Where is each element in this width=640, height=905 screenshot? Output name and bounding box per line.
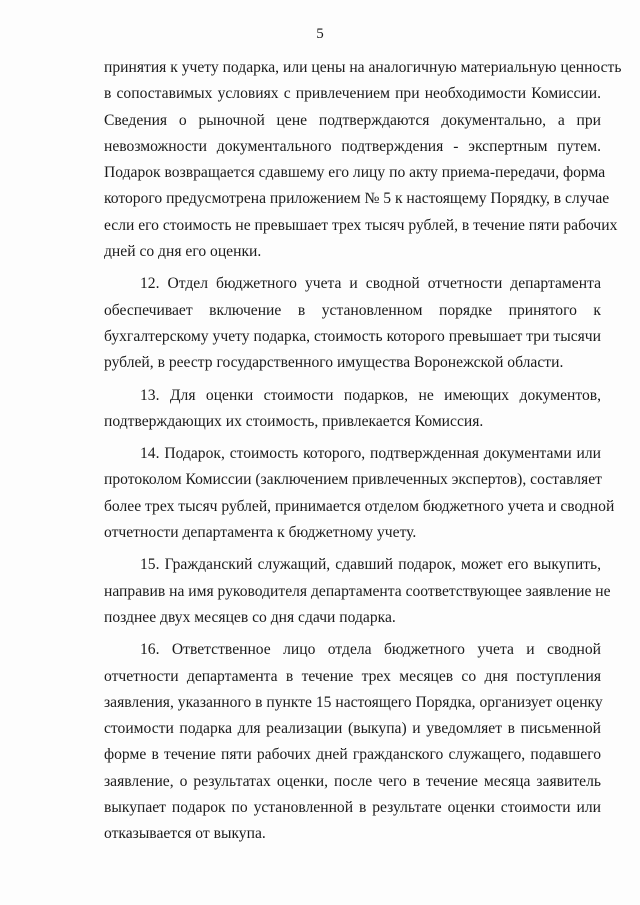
text-line: Сведения о рыночной цене подтверждаются документально, а при bbox=[104, 111, 601, 129]
text-line: 14. Подарок, стоимость которого, подтвержденная документами или bbox=[140, 445, 601, 463]
text-line: бухгалтерскому учету подарка, стоимость которого превышает три тысячи bbox=[104, 327, 601, 345]
text-line: отказывается от выкупа. bbox=[104, 825, 266, 843]
text-line: которого предусмотрена приложением № 5 к настоящему Порядку, в случае bbox=[104, 190, 610, 208]
text-line: Подарок возвращается сдавшему его лицу по акту приема-передачи, форма bbox=[104, 164, 606, 182]
text-line: форме в течение пяти рабочих дней гражданского служащего, подавшего bbox=[104, 746, 601, 764]
text-line: рублей, в реестр государственного имущества Воронежской области. bbox=[104, 354, 564, 372]
text-line: заявления, указанного в пункте 15 настоящего Порядка, организует оценку bbox=[104, 693, 603, 711]
text-line: протоколом Комиссии (заключением привлеченных экспертов), составляет bbox=[104, 471, 602, 489]
text-line: невозможности документального подтверждения - экспертным путем. bbox=[104, 137, 601, 155]
text-line: 16. Ответственное лицо отдела бюджетного учета и сводной bbox=[140, 641, 601, 659]
text-line: заявление, о результатах оценки, после чего в течение месяца заявитель bbox=[104, 772, 601, 790]
text-line: дней со дня его оценки. bbox=[104, 243, 262, 261]
text-line: отчетности департамента к бюджетному учету. bbox=[104, 524, 417, 542]
text-line: стоимости подарка для реализации (выкупа) и уведомляет в письменной bbox=[104, 720, 601, 738]
text-line: позднее двух месяцев со дня сдачи подарка. bbox=[104, 608, 396, 626]
page-number: 5 bbox=[316, 26, 324, 42]
text-line: 15. Гражданский служащий, сдавший подарок, может его выкупить, bbox=[140, 556, 601, 574]
text-line: отчетности департамента в течение трех месяцев со дня поступления bbox=[104, 667, 601, 685]
document-body bbox=[104, 55, 622, 848]
text-line: 13. Для оценки стоимости подарков, не имеющих документов, bbox=[140, 386, 601, 404]
text-line: 12. Отдел бюджетного учета и сводной отчетности департамента bbox=[140, 275, 601, 293]
text-line: выкупает подарок по установленной в результате оценки стоимости или bbox=[104, 799, 601, 817]
text-line: подтверждающих их стоимость, привлекается Комиссия. bbox=[104, 412, 484, 430]
text-line: в сопоставимых условиях с привлечением при необходимости Комиссии. bbox=[104, 85, 601, 103]
text-line: принятия к учету подарка, или цены на аналогичную материальную ценность bbox=[104, 59, 622, 76]
text-line: более трех тысяч рублей, принимается отделом бюджетного учета и сводной bbox=[104, 497, 615, 515]
text-line: если его стоимость не превышает трех тысяч рублей, в течение пяти рабочих bbox=[104, 216, 618, 234]
text-line: обеспечивает включение в установленном порядке принятого к bbox=[104, 301, 601, 319]
text-line: направив на имя руководителя департамента соответствующее заявление не bbox=[104, 582, 611, 600]
